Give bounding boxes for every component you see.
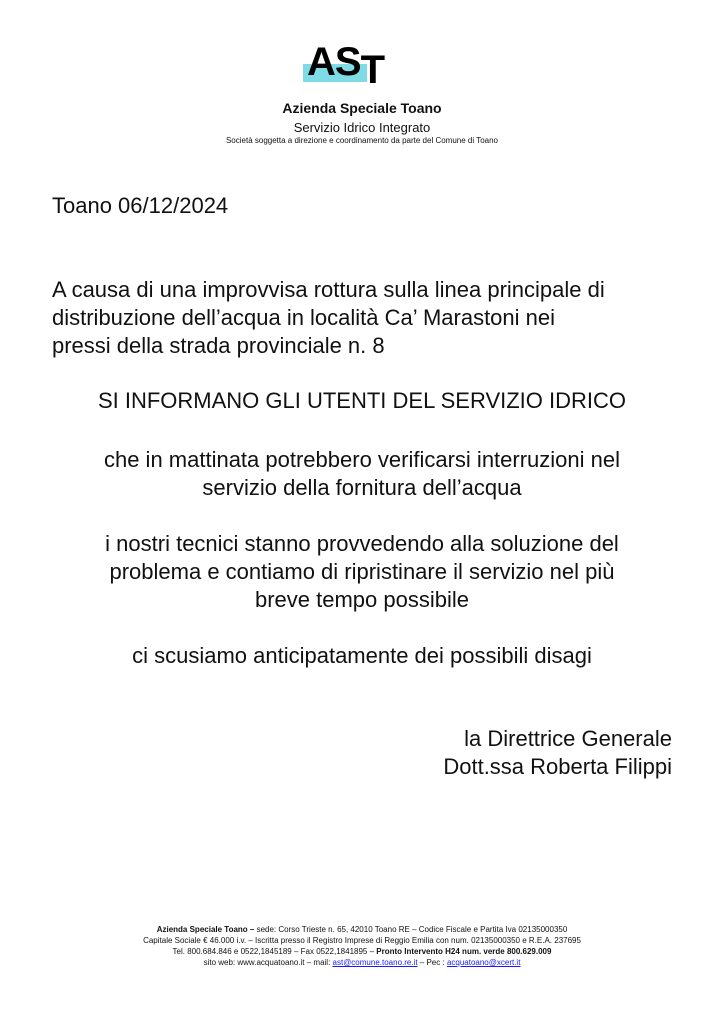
- interruption-paragraph: [0, 446, 724, 502]
- technicians-paragraph: [0, 530, 724, 614]
- footer-line-3: [0, 946, 724, 957]
- ast-logo: [303, 42, 385, 94]
- intro-line: distribuzione dell’acqua in località Ca’ Marastoni nei: [52, 305, 556, 330]
- intro-paragraph: [52, 276, 692, 360]
- interruption-line: che in mattinata potrebbero verificarsi interruzioni nel: [103, 447, 621, 472]
- logo-text: AST: [307, 40, 385, 92]
- company-note: Società soggetta a direzione e coordinamento da parte del Comune di Toano: [225, 136, 499, 145]
- company-name: Azienda Speciale Toano: [282, 100, 442, 116]
- notice-date: Toano 06/12/2024: [52, 193, 229, 218]
- footer-phones: Tel. 800.684.846 e 0522,1845189 – Fax 0522,1841895 –: [172, 947, 377, 956]
- technicians-line: problema e contiamo di ripristinare il servizio nel più: [109, 559, 615, 584]
- footer-emergency: Pronto Intervento H24 num. verde 800.629.009: [376, 947, 552, 956]
- pec-link[interactable]: acquatoano@xcert.it: [446, 958, 521, 967]
- interruption-line: servizio della fornitura dell’acqua: [202, 475, 522, 500]
- service-name: Servizio Idrico Integrato: [293, 120, 431, 135]
- signature-title: la Direttrice Generale: [464, 726, 672, 751]
- footer-address: sede: Corso Trieste n. 65, 42010 Toano RE – Codice Fiscale e Partita Iva 02135000350: [254, 925, 568, 934]
- footer-pec-label: – Pec :: [417, 958, 447, 967]
- email-link[interactable]: ast@comune.toano.re.it: [332, 958, 418, 967]
- footer: [0, 924, 724, 968]
- announcement: SI INFORMANO GLI UTENTI DEL SERVIZIO IDRICO: [97, 388, 627, 413]
- intro-line: pressi della strada provinciale n. 8: [52, 333, 385, 358]
- technicians-line: breve tempo possibile: [254, 587, 469, 612]
- footer-website: sito web: www.acquatoano.it – mail:: [203, 958, 333, 967]
- footer-company: Azienda Speciale Toano –: [156, 925, 255, 934]
- technicians-line: i nostri tecnici stanno provvedendo alla soluzione del: [105, 531, 619, 556]
- footer-line-4: [0, 957, 724, 968]
- footer-line-1: [0, 924, 724, 935]
- apology: ci scusiamo anticipatamente dei possibili disagi: [132, 643, 592, 668]
- intro-line: A causa di una improvvisa rottura sulla linea principale di: [52, 277, 605, 302]
- footer-line-2: Capitale Sociale € 46.000 i.v. – Iscritta presso il Registro Imprese di Reggio Emilia con num. 02135000350 e R.E.A. 237695: [143, 936, 581, 945]
- signature-name: Dott.ssa Roberta Filippi: [443, 754, 672, 779]
